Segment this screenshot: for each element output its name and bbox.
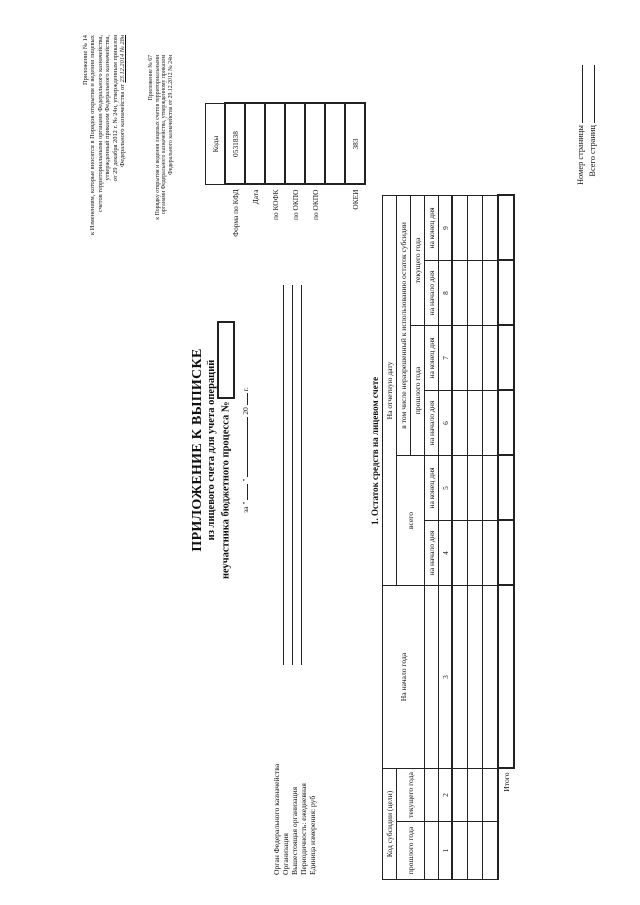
page-total-row [587, 65, 599, 185]
sub-appendix-line: органами Федерального казначейства, утвержденному приказом [161, 55, 168, 215]
total-row [498, 196, 514, 880]
col-day-start: на начало дня [425, 261, 439, 326]
appendix-line: Федерального казначейства от 23.12.2014 № 28н [119, 35, 127, 167]
code-value[interactable]: 0531838 [225, 104, 245, 185]
date-line: за " " 20 г. [241, 387, 250, 513]
account-number-box[interactable] [217, 321, 235, 399]
col-number: 4 [439, 521, 453, 586]
page-total-label: Всего страниц [588, 125, 597, 177]
col-number: 3 [439, 586, 453, 769]
codes-block [205, 103, 366, 266]
field-label: Вышестоящая организация [290, 786, 299, 875]
col-day-end: на конец дня [425, 456, 439, 521]
code-label: Дата [250, 189, 260, 205]
field-label: Организация [281, 833, 290, 875]
sub-appendix-number: Приложение № 67 [148, 55, 154, 101]
col-prev-year: прошлого года [397, 822, 425, 880]
code-label: Форма по КФД [230, 189, 240, 237]
code-label: по КОФК [270, 189, 280, 220]
total-label: Итого [502, 772, 511, 792]
page-number-label: Номер страницы [576, 125, 585, 185]
field-label: Периодичность: ежедневная [299, 783, 308, 875]
col-start-year: На начало года [383, 586, 425, 769]
sub-appendix-line: к Порядку открытия и ведения лицевых счетов территориальными [154, 55, 161, 220]
field-line-treasury[interactable] [283, 285, 284, 665]
col-number: 6 [439, 391, 453, 456]
page-number-row [575, 65, 587, 185]
page-total-field[interactable] [594, 65, 595, 123]
col-incl: в том числе неразрешенный к использованию остаток субсидии [397, 196, 411, 456]
appendix-line: от 29 декабря 2012 г. № 24н, утвержденным приказом [111, 35, 119, 182]
col-number: 7 [439, 326, 453, 391]
section-title: 1. Остаток средств на лицевом счете [370, 376, 380, 525]
col-day-end: на конец дня [425, 196, 439, 261]
appendix-number: Приложение № 14 [82, 35, 89, 85]
code-label: по ОКПО [310, 189, 320, 220]
code-value[interactable] [245, 104, 265, 185]
day-field[interactable] [247, 484, 248, 500]
codes-header: Коды [206, 104, 226, 185]
col-incl-prev: прошлого года [411, 326, 425, 456]
code-value[interactable] [265, 104, 285, 185]
appendix-line: счетов территориальными органами Федерального казначейства, [96, 35, 104, 212]
table-row [468, 196, 483, 880]
col-day-start: на начало дня [425, 391, 439, 456]
col-day-start: на начало дня [425, 521, 439, 586]
table-row [483, 196, 499, 880]
handwritten-order: 23.12.2014 № 28н [119, 35, 127, 83]
col-number: 5 [439, 456, 453, 521]
title-line-3: неучастника бюджетного процесса № [217, 285, 235, 615]
title-line-2: из лицевого счета для учета операций [206, 359, 217, 541]
field-label: Орган Федерального казначейства [272, 763, 281, 875]
balance-table-block [382, 195, 515, 881]
col-number: 9 [439, 196, 453, 261]
col-report-date: На отчетную дату [383, 196, 397, 586]
sub-appendix-header [148, 55, 174, 295]
title-main: ПРИЛОЖЕНИЕ К ВЫПИСКЕ [190, 348, 205, 552]
field-labels [272, 764, 317, 875]
col-number: 8 [439, 261, 453, 326]
appendix-header [82, 35, 126, 365]
month-field[interactable] [247, 417, 248, 477]
appendix-line: утвержденный приказом Федерального казначейства, [104, 35, 112, 181]
field-line-parent-org[interactable] [301, 285, 302, 665]
field-label: Единица измерения: руб [308, 795, 317, 875]
col-curr-year: текущего года [397, 769, 425, 822]
page-number-field[interactable] [582, 65, 583, 123]
code-label: ОКЕИ [350, 189, 360, 210]
field-line-organization[interactable] [292, 285, 293, 665]
code-value[interactable]: 383 [345, 104, 365, 185]
col-total: всего [397, 456, 425, 586]
code-label: по ОКПО [290, 189, 300, 220]
appendix-line: к Изменениям, которые вносятся в Порядок открытия и ведения лицевых [89, 35, 97, 235]
col-day-end: на конец дня [425, 326, 439, 391]
year-field[interactable] [247, 393, 248, 405]
balance-table [382, 195, 515, 881]
codes-table [205, 103, 366, 266]
code-label [325, 185, 345, 266]
code-value[interactable] [285, 104, 305, 185]
table-row [452, 196, 468, 880]
code-value[interactable] [325, 104, 345, 185]
col-number: 2 [439, 769, 453, 822]
sub-appendix-line: Федерального казначейства от 29.12.2012 № 24н [167, 55, 174, 175]
col-subsidy: Код субсидии (цели) [383, 769, 397, 880]
page-footer [575, 65, 599, 185]
col-number: 1 [439, 822, 453, 880]
code-value[interactable] [305, 104, 325, 185]
col-incl-curr: текущего года [411, 196, 425, 326]
document-title [190, 285, 250, 615]
